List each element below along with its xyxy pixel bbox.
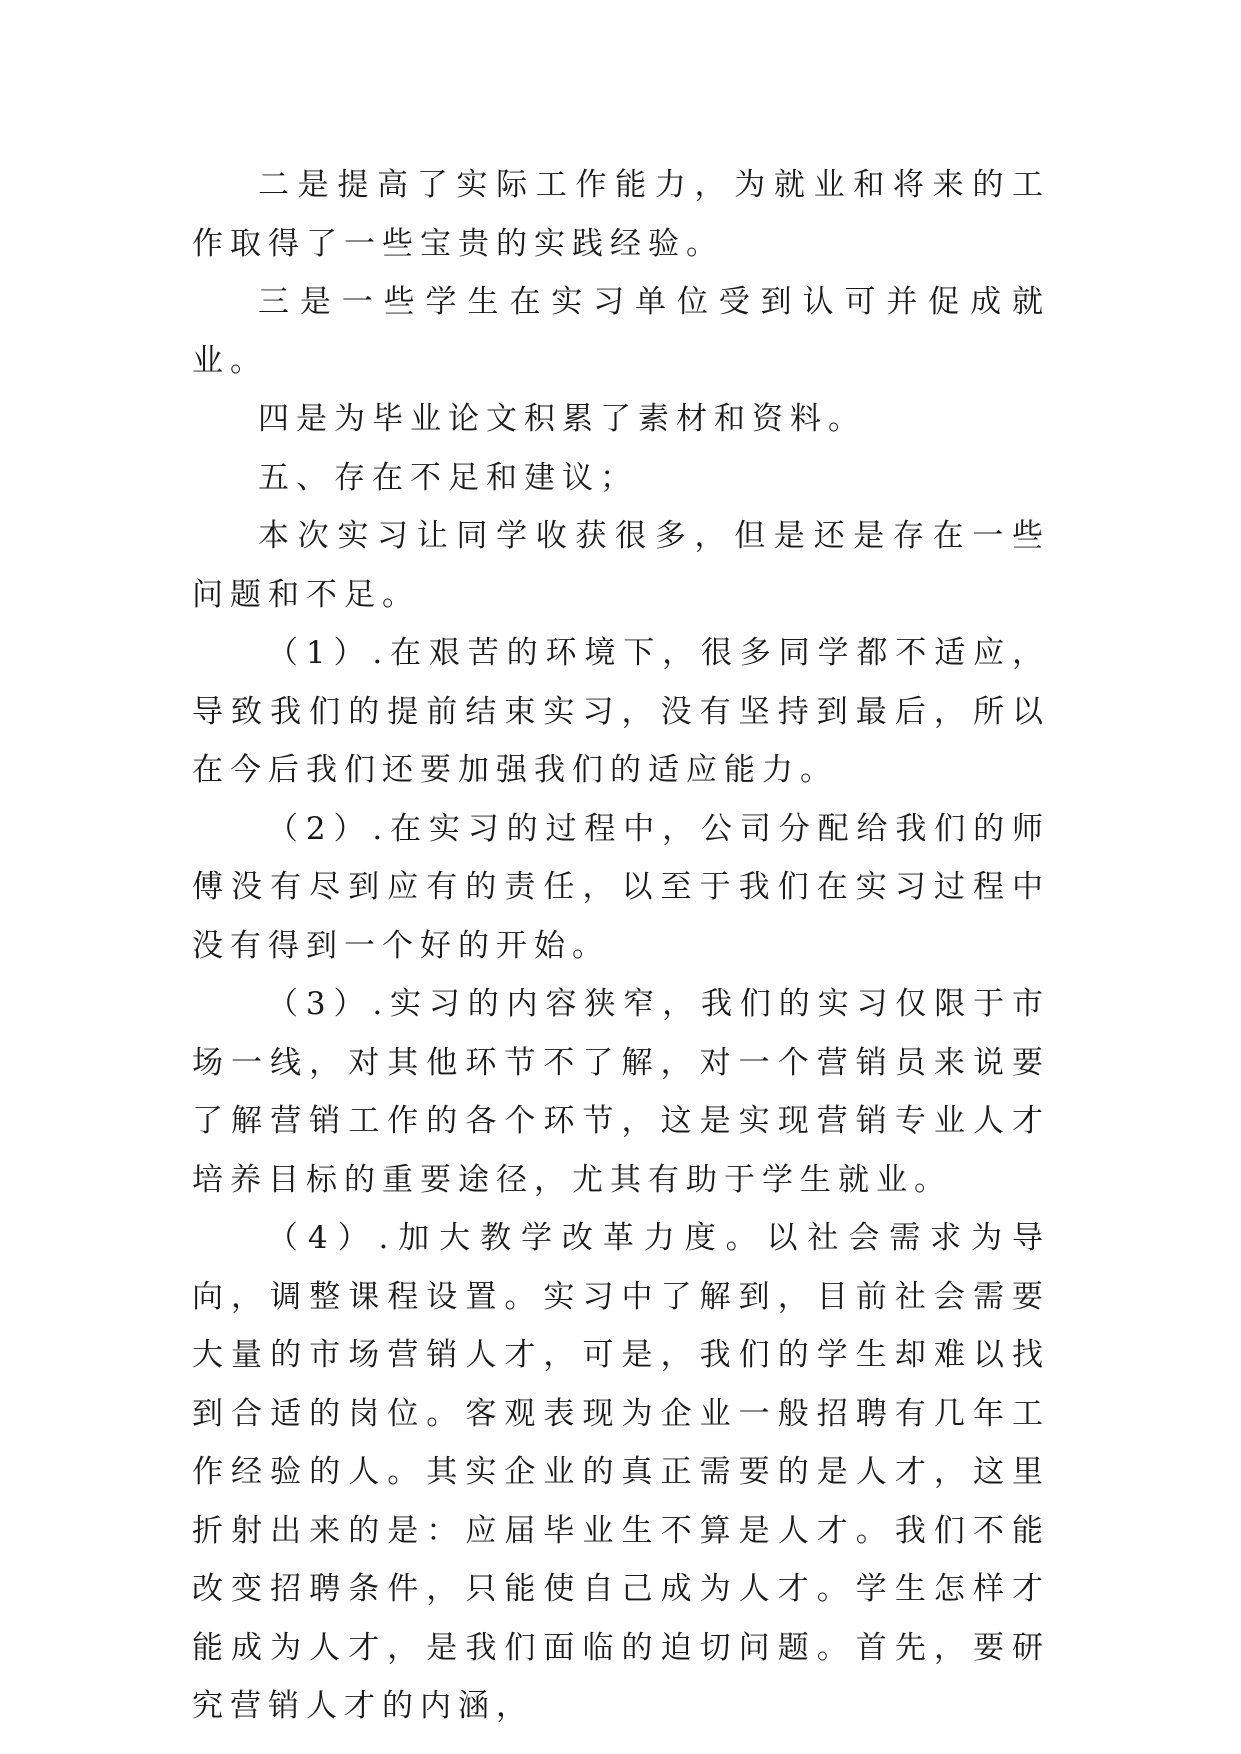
paragraph-intro-problems: 本次实习让同学收获很多，但是还是存在一些问题和不足。 bbox=[192, 518, 1050, 613]
list-item-3: （3）.实习的内容狭窄，我们的实习仅限于市场一线，对其他环节不了解，对一个营销员来说要了解营销工作的各个环节，这是实现营销专业人才培养目标的重要途径，尤其有助于学生就业。 bbox=[192, 986, 1050, 1198]
document-body bbox=[192, 156, 1050, 1736]
section-heading-shortcomings: 五、存在不足和建议； bbox=[258, 459, 638, 496]
paragraph-practical-ability: 二是提高了实际工作能力，为就业和将来的工作取得了一些宝贵的实践经验。 bbox=[192, 167, 1050, 262]
paragraph-employment: 三是一些学生在实习单位受到认可并促成就业。 bbox=[192, 284, 1050, 379]
list-item-2: （2）.在实习的过程中，公司分配给我们的师傅没有尽到应有的责任，以至于我们在实习过程中没有得到一个好的开始。 bbox=[192, 810, 1050, 964]
list-item-4: （4）.加大教学改革力度。以社会需求为导向，调整课程设置。实习中了解到，目前社会需要大量的市场营销人才，可是，我们的学生却难以找到合适的岗位。客观表现为企业一般招聘有几年工作经验的人。其实企业的真正需要的是人才，这里折射出来的是：应届毕业生不算是人才。我们不能改变招聘条件，只能使自己成为人才。学生怎样才能成为人才，是我们面临的迫切问题。首先，要研究营销人才的内涵， bbox=[192, 1220, 1050, 1724]
paragraph-thesis-material: 四是为毕业论文积累了素材和资料。 bbox=[258, 401, 866, 437]
list-item-1: （1）.在艰苦的环境下，很多同学都不适应，导致我们的提前结束实习，没有坚持到最后，所以在今后我们还要加强我们的适应能力。 bbox=[192, 635, 1050, 788]
